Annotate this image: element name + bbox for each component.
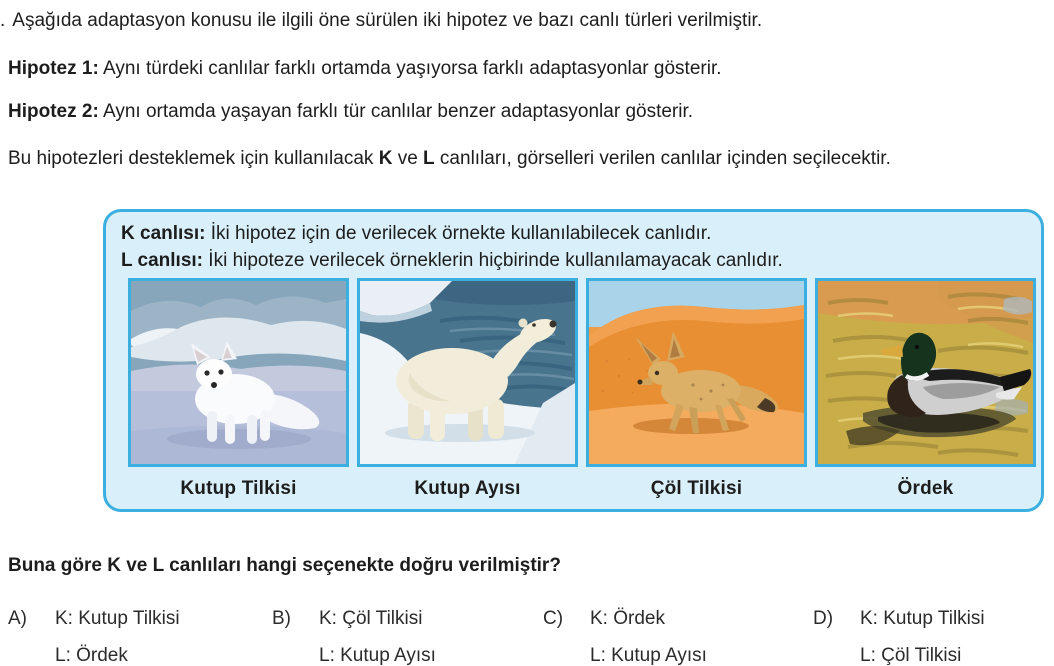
hypothesis-2-line (8, 101, 693, 123)
animal-label: Çöl Tilkisi (650, 478, 743, 499)
animal-label: Kutup Ayısı (414, 478, 521, 499)
option-d-l-line: L: Çöl Tilkisi (860, 645, 962, 666)
desert-fox-image (586, 278, 807, 467)
l-definition-line (121, 247, 1041, 274)
l-definition-text: İki hipoteze verilecek örneklerin hiçbirinde kullanılamayacak canlıdır. (203, 250, 783, 271)
selection-k: K (378, 148, 393, 169)
duck-image (815, 278, 1036, 467)
info-box (103, 209, 1044, 512)
l-definition-label: L canlısı: (121, 250, 204, 271)
option-a-letter[interactable]: A) (8, 608, 27, 629)
animal-label: Ördek (897, 478, 954, 499)
k-definition-label: K canlısı: (121, 223, 206, 244)
selection-text-2: ve (392, 148, 424, 169)
option-d-letter[interactable]: D) (813, 608, 834, 629)
selection-line (8, 148, 891, 170)
option-c[interactable] (543, 600, 707, 666)
option-c-l-line: L: Kutup Ayısı (590, 645, 707, 666)
option-d-k-line: K: Kutup Tilkisi (860, 608, 985, 629)
option-c-letter[interactable]: C) (543, 608, 564, 629)
option-b[interactable] (272, 600, 436, 666)
option-a-k-line: K: Kutup Tilkisi (55, 608, 180, 629)
hypothesis-1-text: Aynı türdeki canlılar farklı ortamda yaşıyorsa farklı adaptasyonlar gösterir. (103, 58, 722, 79)
selection-text-1: Bu hipotezleri desteklemek için kullanılacak (8, 148, 379, 169)
intro-line (0, 10, 762, 32)
k-definition-text: İki hipotez için de verilecek örnekte kullanılabilecek canlıdır. (205, 223, 712, 244)
option-a[interactable] (8, 600, 180, 666)
polar-bear-image (357, 278, 578, 467)
animal-card-kutup-tilkisi (128, 278, 349, 500)
hypothesis-1-label: Hipotez 1: (8, 58, 99, 79)
question-number-fragment: . (0, 10, 6, 31)
animal-card-col-tilkisi (586, 278, 807, 500)
k-definition-line (121, 220, 1041, 247)
hypothesis-2-text: Aynı ortamda yaşayan farklı tür canlılar benzer adaptasyonlar gösterir. (103, 101, 694, 122)
hypothesis-2-label: Hipotez 2: (8, 101, 99, 122)
option-d[interactable] (813, 600, 985, 666)
option-b-letter[interactable]: B) (272, 608, 291, 629)
selection-l: L (423, 148, 435, 169)
animal-card-kutup-ayisi (357, 278, 578, 500)
option-a-l-line: L: Ördek (55, 645, 128, 666)
option-c-k-line: K: Ördek (590, 608, 665, 629)
animal-card-ordek (815, 278, 1036, 500)
option-b-l-line: L: Kutup Ayısı (319, 645, 436, 666)
question-line: Buna göre K ve L canlıları hangi seçenekte doğru verilmiştir? (8, 555, 561, 576)
intro-text: Aşağıda adaptasyon konusu ile ilgili öne sürülen iki hipotez ve bazı canlı türleri verilmiştir. (12, 10, 763, 31)
animal-row (128, 278, 1041, 500)
animal-label: Kutup Tilkisi (180, 478, 297, 499)
arctic-fox-image (128, 278, 349, 467)
selection-text-3: canlıları, görselleri verilen canlılar içinden seçilecektir. (434, 148, 891, 169)
hypothesis-1-line (8, 58, 722, 80)
option-b-k-line: K: Çöl Tilkisi (319, 608, 423, 629)
